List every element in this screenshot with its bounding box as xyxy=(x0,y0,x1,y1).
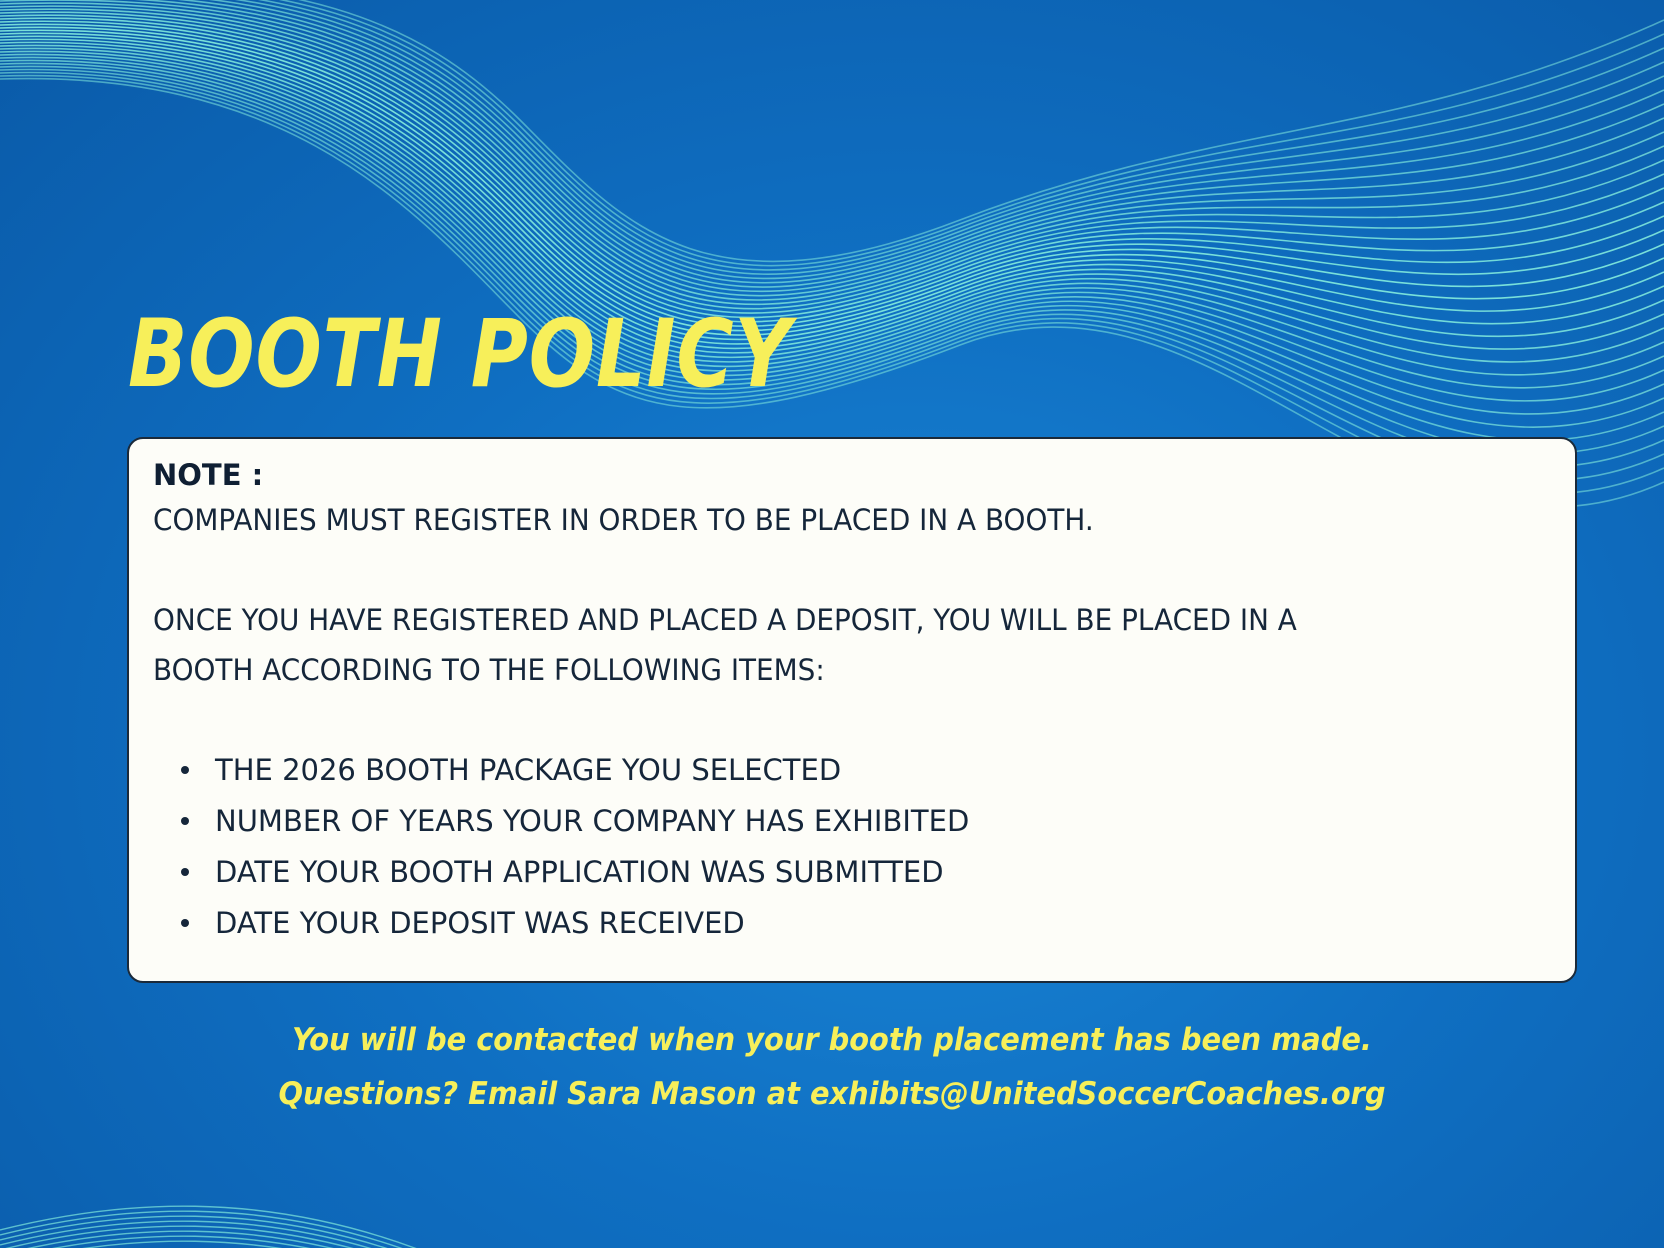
note-placement-text-line-2: BOOTH ACCORDING TO THE FOLLOWING ITEMS: xyxy=(153,653,825,687)
list-item: THE 2026 BOOTH PACKAGE YOU SELECTED xyxy=(179,745,1551,796)
list-item: DATE YOUR DEPOSIT WAS RECEIVED xyxy=(179,898,1551,949)
wave-line xyxy=(0,0,1664,274)
list-item: DATE YOUR BOOTH APPLICATION WAS SUBMITTED xyxy=(179,847,1551,898)
wave-line xyxy=(0,0,1664,278)
placement-criteria-list xyxy=(153,745,1551,949)
contact-email-line: Questions? Email Sara Mason at exhibits@UnitedSoccerCoaches.org xyxy=(278,1076,1386,1112)
contact-notice: You will be contacted when your booth placement has been made. xyxy=(292,1022,1372,1058)
note-placement-text-line-1: ONCE YOU HAVE REGISTERED AND PLACED A DEPOSIT, YOU WILL BE PLACED IN A xyxy=(153,603,1297,637)
wave-line xyxy=(0,33,1664,339)
note-registration-text: COMPANIES MUST REGISTER IN ORDER TO BE PLACED IN A BOOTH. xyxy=(153,503,1094,537)
bullet-icon xyxy=(181,919,189,927)
note-panel xyxy=(127,437,1577,983)
bullet-icon xyxy=(181,817,189,825)
bullet-icon xyxy=(181,868,189,876)
note-label: NOTE : xyxy=(153,458,264,492)
contact-footer xyxy=(0,1013,1664,1121)
wave-line xyxy=(0,0,1664,283)
bullet-icon xyxy=(181,766,189,774)
wave-line xyxy=(0,27,1664,330)
page-title: BOOTH POLICY xyxy=(128,300,792,409)
list-item: NUMBER OF YEARS YOUR COMPANY HAS EXHIBITED xyxy=(179,796,1551,847)
wave-line xyxy=(0,36,1664,344)
